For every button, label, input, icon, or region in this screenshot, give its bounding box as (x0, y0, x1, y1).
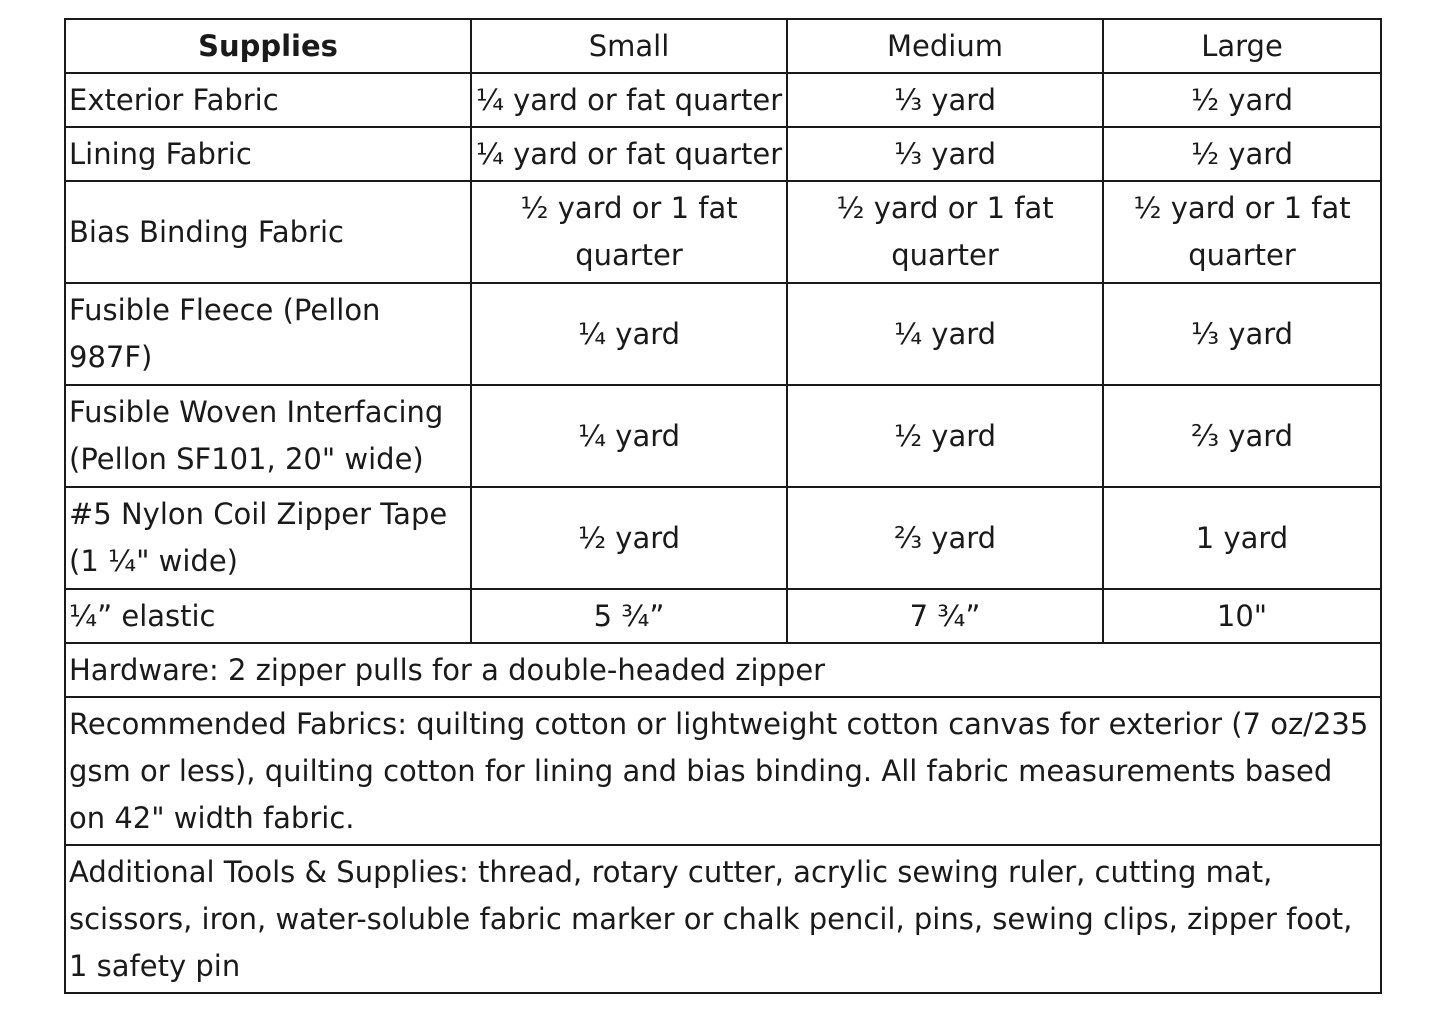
small-cell: ¼ yard (471, 385, 787, 487)
small-cell: ¼ yard (471, 283, 787, 385)
small-cell: ½ yard (471, 487, 787, 589)
header-row (65, 19, 1381, 73)
medium-cell: 7 ¾” (787, 589, 1103, 643)
large-cell: 1 yard (1103, 487, 1381, 589)
hardware-row (65, 643, 1381, 697)
large-cell: ½ yard or 1 fat quarter (1103, 181, 1381, 283)
header-large: Large (1103, 19, 1381, 73)
small-cell: ¼ yard or fat quarter (471, 127, 787, 181)
small-cell: ½ yard or 1 fat quarter (471, 181, 787, 283)
item-cell: Lining Fabric (65, 127, 471, 181)
item-cell: ¼” elastic (65, 589, 471, 643)
header-small: Small (471, 19, 787, 73)
item-cell: Fusible Fleece (Pellon 987F) (65, 283, 471, 385)
medium-cell: ½ yard or 1 fat quarter (787, 181, 1103, 283)
table-row (65, 181, 1381, 283)
medium-cell: ½ yard (787, 385, 1103, 487)
medium-cell: ¼ yard (787, 283, 1103, 385)
item-cell: Bias Binding Fabric (65, 181, 471, 283)
table-row (65, 283, 1381, 385)
medium-cell: ⅓ yard (787, 73, 1103, 127)
recommended-fabrics-row (65, 697, 1381, 845)
large-cell: ½ yard (1103, 73, 1381, 127)
medium-cell: ⅓ yard (787, 127, 1103, 181)
table-row (65, 127, 1381, 181)
large-cell: ⅔ yard (1103, 385, 1381, 487)
large-cell: ⅓ yard (1103, 283, 1381, 385)
small-cell: ¼ yard or fat quarter (471, 73, 787, 127)
header-supplies: Supplies (65, 19, 471, 73)
large-cell: ½ yard (1103, 127, 1381, 181)
header-medium: Medium (787, 19, 1103, 73)
item-cell: Exterior Fabric (65, 73, 471, 127)
item-cell: #5 Nylon Coil Zipper Tape (1 ¼" wide) (65, 487, 471, 589)
small-cell: 5 ¾” (471, 589, 787, 643)
medium-cell: ⅔ yard (787, 487, 1103, 589)
table-row (65, 589, 1381, 643)
additional-tools-note: Additional Tools & Supplies: thread, rotary cutter, acrylic sewing ruler, cutting mat, scissors, iron, water-soluble fabric marker or chalk pencil, pins, sewing clips, zipper foot, 1 safety pin (65, 845, 1381, 993)
recommended-fabrics-note: Recommended Fabrics: quilting cotton or lightweight cotton canvas for exterior (7 oz/235 gsm or less), quilting cotton for lining and bias binding. All fabric measurements based on 42" width fabric. (65, 697, 1381, 845)
table-row (65, 73, 1381, 127)
table-row (65, 487, 1381, 589)
table-row (65, 385, 1381, 487)
hardware-note: Hardware: 2 zipper pulls for a double-headed zipper (65, 643, 1381, 697)
item-cell: Fusible Woven Interfacing (Pellon SF101, 20" wide) (65, 385, 471, 487)
supplies-table (64, 18, 1382, 994)
additional-tools-row (65, 845, 1381, 993)
large-cell: 10" (1103, 589, 1381, 643)
